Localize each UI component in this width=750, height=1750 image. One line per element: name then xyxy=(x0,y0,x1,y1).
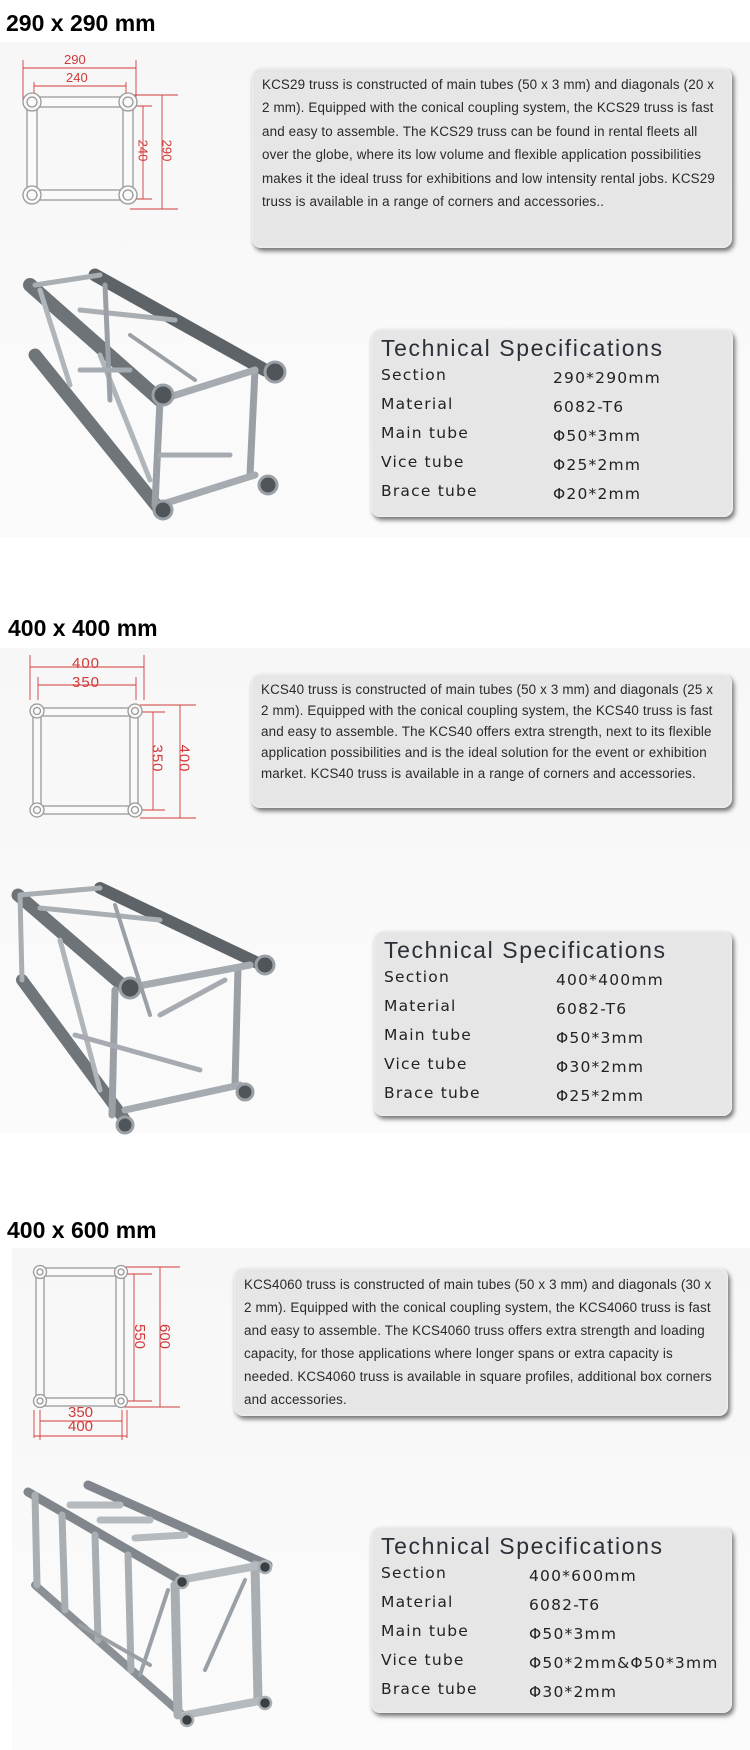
spec-value: Φ25*2mm xyxy=(556,1086,645,1105)
cross-section-diagram xyxy=(0,1260,200,1450)
spec-row-brace-tube xyxy=(381,1677,722,1706)
dimension-outer-width: 400 xyxy=(68,1418,94,1435)
spec-row-main-tube xyxy=(384,1023,722,1052)
spec-value: Φ30*2mm xyxy=(556,1057,645,1076)
spec-title: Technical Specifications xyxy=(381,1533,664,1559)
spec-label: Brace tube xyxy=(381,481,478,500)
spec-value: 6082-T6 xyxy=(556,999,628,1018)
spec-label: Section xyxy=(381,1563,447,1582)
description-panel: KCS29 truss is constructed of main tubes (50 x 3 mm) and diagonals (20 x 2 mm). Equipped with the conical coupling system, the KCS29 truss is fast and easy to assemble. The KCS29 truss can be found in rental fleets all over the globe, where its low volume and flexible application possibilities makes it the ideal truss for exhibitions and low intensity rental jobs. KCS29 truss is available in a range of corners and accessories.. xyxy=(252,68,732,248)
spec-row-brace-tube xyxy=(381,479,723,508)
spec-panel xyxy=(371,1527,732,1713)
dimension-outer-width: 400 xyxy=(72,655,101,672)
spec-title: Technical Specifications xyxy=(381,335,664,361)
spec-value: Φ50*3mm xyxy=(553,426,642,445)
spec-value: Φ30*2mm xyxy=(529,1682,618,1701)
spec-value: 6082-T6 xyxy=(553,397,625,416)
dimension-inner-width: 350 xyxy=(68,1404,94,1421)
spec-label: Vice tube xyxy=(381,452,465,471)
truss-photo xyxy=(0,1470,300,1740)
spec-row-brace-tube xyxy=(384,1081,722,1110)
section-heading: 400 x 600 mm xyxy=(7,1217,157,1243)
spec-value: 400*400mm xyxy=(556,970,664,989)
section-heading: 290 x 290 mm xyxy=(6,10,156,36)
spec-label: Vice tube xyxy=(381,1650,465,1669)
spec-value: Φ50*3mm xyxy=(556,1028,645,1047)
spec-value: Φ50*2mm&Φ50*3mm xyxy=(529,1653,719,1672)
cross-section-diagram xyxy=(0,650,210,830)
spec-row-vice-tube xyxy=(384,1052,722,1081)
description-panel: KCS40 truss is constructed of main tubes (50 x 3 mm) and diagonals (25 x 2 mm). Equipped with the conical coupling system, the KCS40 truss is fast and easy to assemble. The KCS40 offers extra strength, next to its flexible application possibilities and is the ideal solution for the event or exhibition market. KCS40 truss is available in a range of corners and accessories. xyxy=(251,674,732,808)
dimension-inner-height: 240 xyxy=(135,139,151,162)
dimension-inner-height: 350 xyxy=(148,744,166,773)
truss-photo xyxy=(0,870,300,1140)
dimension-inner-height: 550 xyxy=(131,1323,149,1350)
spec-value: 290*290mm xyxy=(553,368,661,387)
spec-row-material xyxy=(384,994,722,1023)
spec-row-vice-tube xyxy=(381,450,723,479)
spec-row-material xyxy=(381,392,723,421)
spec-row-main-tube xyxy=(381,421,723,450)
dimension-inner-width: 350 xyxy=(72,674,101,691)
spec-row-section xyxy=(384,965,722,994)
spec-value: 6082-T6 xyxy=(529,1595,601,1614)
spec-label: Section xyxy=(384,967,450,986)
dimension-outer-width: 290 xyxy=(64,52,86,67)
spec-label: Section xyxy=(381,365,447,384)
spec-label: Vice tube xyxy=(384,1054,468,1073)
spec-label: Main tube xyxy=(384,1025,473,1044)
dimension-outer-height: 600 xyxy=(156,1323,174,1350)
spec-value: Φ50*3mm xyxy=(529,1624,618,1643)
dimension-outer-height: 290 xyxy=(159,139,175,162)
spec-panel xyxy=(371,329,733,517)
spec-panel xyxy=(374,931,732,1116)
spec-row-material xyxy=(381,1590,722,1619)
spec-value: 400*600mm xyxy=(529,1566,637,1585)
spec-value: Φ20*2mm xyxy=(553,484,642,503)
section-heading: 400 x 400 mm xyxy=(8,615,158,641)
spec-row-section xyxy=(381,363,723,392)
spec-label: Material xyxy=(384,996,457,1015)
spec-label: Brace tube xyxy=(384,1083,481,1102)
spec-label: Material xyxy=(381,1592,454,1611)
spec-value: Φ25*2mm xyxy=(553,455,642,474)
spec-row-main-tube xyxy=(381,1619,722,1648)
spec-label: Main tube xyxy=(381,1621,470,1640)
truss-photo xyxy=(0,260,320,540)
spec-title: Technical Specifications xyxy=(384,937,667,963)
spec-label: Brace tube xyxy=(381,1679,478,1698)
spec-label: Main tube xyxy=(381,423,470,442)
dimension-inner-width: 240 xyxy=(66,70,88,85)
spec-label: Material xyxy=(381,394,454,413)
cross-section-diagram xyxy=(0,40,200,220)
dimension-outer-height: 400 xyxy=(175,744,193,773)
spec-row-vice-tube xyxy=(381,1648,722,1677)
description-panel: KCS4060 truss is constructed of main tubes (50 x 3 mm) and diagonals (30 x 2 mm). Equipped with the conical coupling system, the KCS4060 truss is fast and easy to assemble. The KCS4060 truss offers extra strength and loading capacity, for those applications where longer spans or extra capacity is needed. KCS4060 truss is available in square profiles, additional box corners and accessories. xyxy=(234,1268,728,1416)
spec-row-section xyxy=(381,1561,722,1590)
